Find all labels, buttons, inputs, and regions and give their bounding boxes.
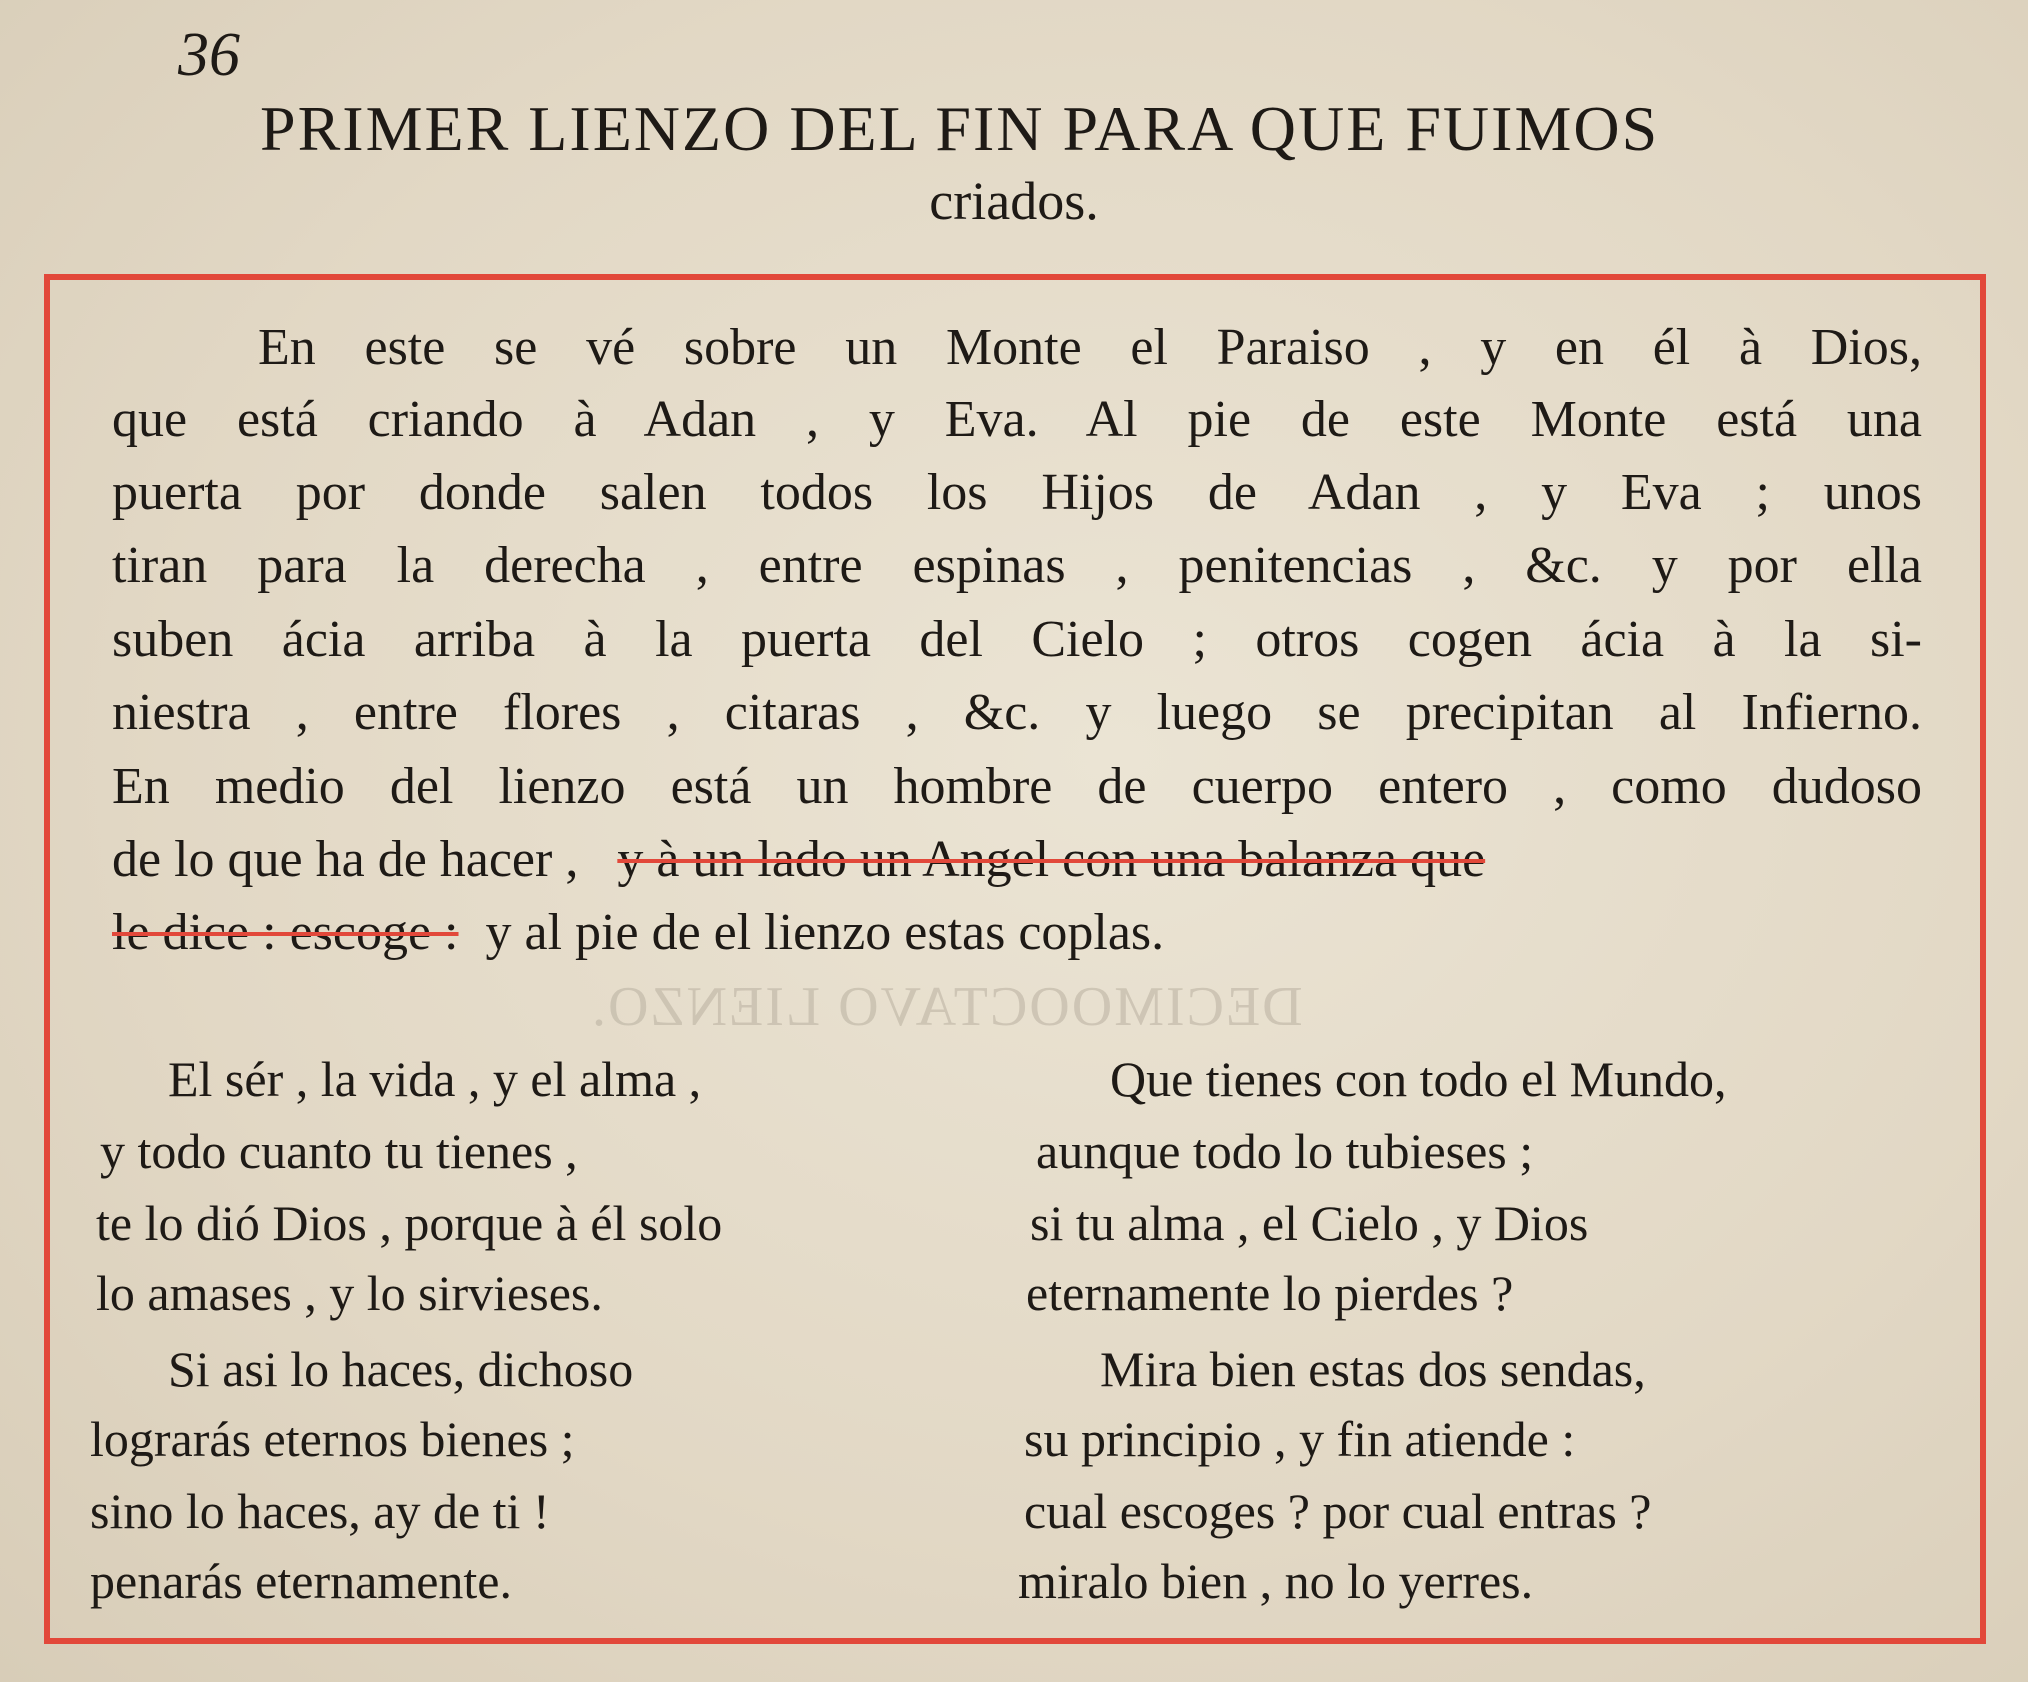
verse-line: si tu alma , el Cielo , y Dios <box>1030 1195 1589 1251</box>
paragraph-line: En este se vé sobre un Monte el Paraiso , y en él à Dios, <box>258 319 1922 376</box>
paragraph-line: puerta por donde salen todos los Hijos de Adan , y Eva ; unos <box>112 464 1922 521</box>
paragraph-line <box>112 903 1922 962</box>
paragraph-line: tiran para la derecha , entre espinas , penitencias , &c. y por ella <box>112 537 1922 594</box>
verse-line: lo amases , y lo sirvieses. <box>96 1265 603 1321</box>
paragraph-line: En medio del lienzo está un hombre de cuerpo entero , como dudoso <box>112 758 1922 815</box>
verse-line: cual escoges ? por cual entras ? <box>1024 1483 1652 1539</box>
page-subtitle: criados. <box>929 171 1099 231</box>
page-title: PRIMER LIENZO DEL FIN PARA QUE FUIMOS <box>260 93 1660 164</box>
bleed-through-text: DECIMOOCTAVO LIENZO. <box>590 976 1303 1038</box>
paragraph-line: niestra , entre flores , citaras , &c. y luego se precipitan al Infierno. <box>112 684 1922 741</box>
verse-line: y todo cuanto tu tienes , <box>100 1123 578 1179</box>
struck-text: le dice : escoge : <box>112 904 459 961</box>
paragraph-line: que está criando à Adan , y Eva. Al pie de este Monte está una <box>112 391 1922 448</box>
verse-line: lograrás eternos bienes ; <box>90 1411 575 1467</box>
verse-line: su principio , y fin atiende : <box>1024 1411 1576 1467</box>
verse-line: miralo bien , no lo yerres. <box>1018 1553 1534 1609</box>
paragraph-line: suben ácia arriba à la puerta del Cielo ; otros cogen ácia à la si- <box>112 611 1922 668</box>
verse-line: te lo dió Dios , porque à él solo <box>96 1195 723 1251</box>
verse-line: aunque todo lo tubieses ; <box>1036 1123 1534 1179</box>
verse-line: penarás eternamente. <box>90 1553 512 1609</box>
verse-line: Mira bien estas dos sendas, <box>1100 1341 1646 1397</box>
verse-line: sino lo haces, ay de ti ! <box>90 1483 550 1539</box>
paragraph-text: de lo que ha de hacer , <box>112 831 579 888</box>
page-number: 36 <box>178 21 240 89</box>
verse-line: eternamente lo pierdes ? <box>1026 1265 1514 1321</box>
paragraph-line <box>112 830 1922 889</box>
verse-line: El sér , la vida , y el alma , <box>168 1051 702 1107</box>
verse-line: Que tienes con todo el Mundo, <box>1110 1051 1727 1107</box>
paragraph-text: y al pie de el lienzo estas coplas. <box>485 904 1165 961</box>
struck-text: y à un lado un Angel con una balanza que <box>617 831 1486 888</box>
verse-line: Si asi lo haces, dichoso <box>168 1341 634 1397</box>
